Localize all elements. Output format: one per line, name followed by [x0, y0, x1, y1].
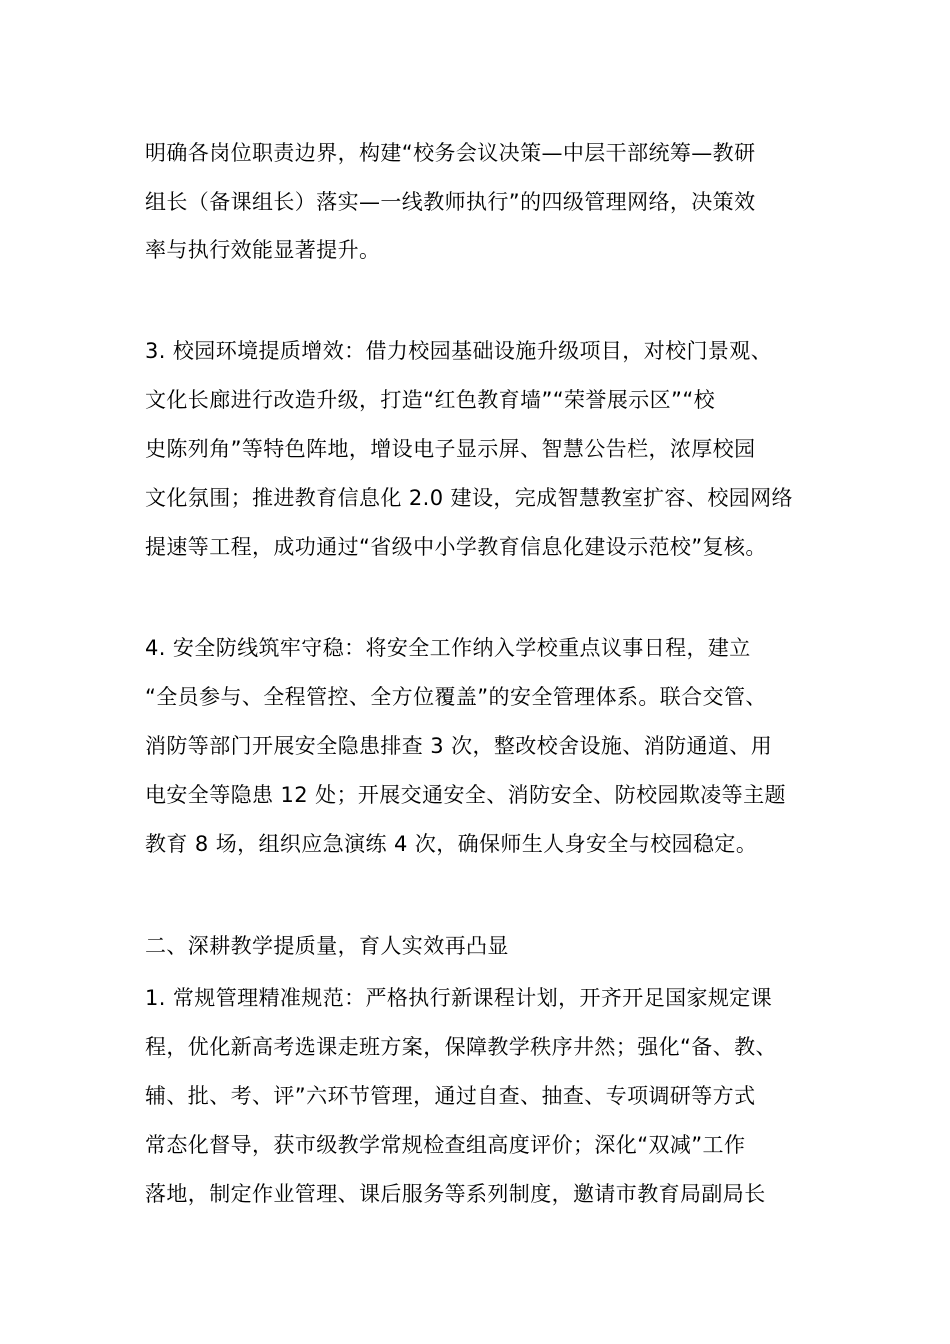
text-line: 落地，制定作业管理、课后服务等系列制度，邀请市教育局副局长 — [145, 1182, 766, 1206]
text-line: 文化氛围；推进教育信息化 2.0 建设，完成智慧教室扩容、校园网络 — [145, 486, 793, 510]
section-heading: 二、深耕教学提质量，育人实效再凸显 — [145, 934, 509, 958]
text-line: 组长（备课组长）落实—一线教师执行”的四级管理网络，决策效 — [145, 190, 756, 214]
text-line: 4. 安全防线筑牢守稳：将安全工作纳入学校重点议事日程，建立 — [145, 636, 751, 660]
text-line: 消防等部门开展安全隐患排查 3 次，整改校舍设施、消防通道、用 — [145, 734, 773, 758]
text-line: 率与执行效能显著提升。 — [145, 238, 381, 262]
text-line: “全员参与、全程管控、全方位覆盖”的安全管理体系。联合交管、 — [145, 685, 767, 709]
text-line: 1. 常规管理精准规范：严格执行新课程计划，开齐开足国家规定课 — [145, 986, 773, 1010]
text-line: 史陈列角”等特色阵地，增设电子显示屏、智慧公告栏，浓厚校园 — [145, 437, 756, 461]
text-line: 辅、批、考、评”六环节管理，通过自查、抽查、专项调研等方式 — [145, 1084, 756, 1108]
text-line: 提速等工程，成功通过“省级中小学教育信息化建设示范校”复核。 — [145, 535, 767, 559]
text-line: 常态化督导，获市级教学常规检查组高度评价；深化“双减”工作 — [145, 1133, 746, 1157]
text-line: 明确各岗位职责边界，构建“校务会议决策—中层干部统筹—教研 — [145, 141, 756, 165]
text-line: 3. 校园环境提质增效：借力校园基础设施升级项目，对校门景观、 — [145, 339, 773, 363]
text-line: 程，优化新高考选课走班方案，保障教学秩序井然；强化“备、教、 — [145, 1035, 777, 1059]
text-line: 文化长廊进行改造升级，打造“红色教育墙”“荣誉展示区”“校 — [145, 388, 715, 412]
text-line: 电安全等隐患 12 处；开展交通安全、消防安全、防校园欺凌等主题 — [145, 783, 786, 807]
text-line: 教育 8 场，组织应急演练 4 次，确保师生人身安全与校园稳定。 — [145, 832, 758, 856]
